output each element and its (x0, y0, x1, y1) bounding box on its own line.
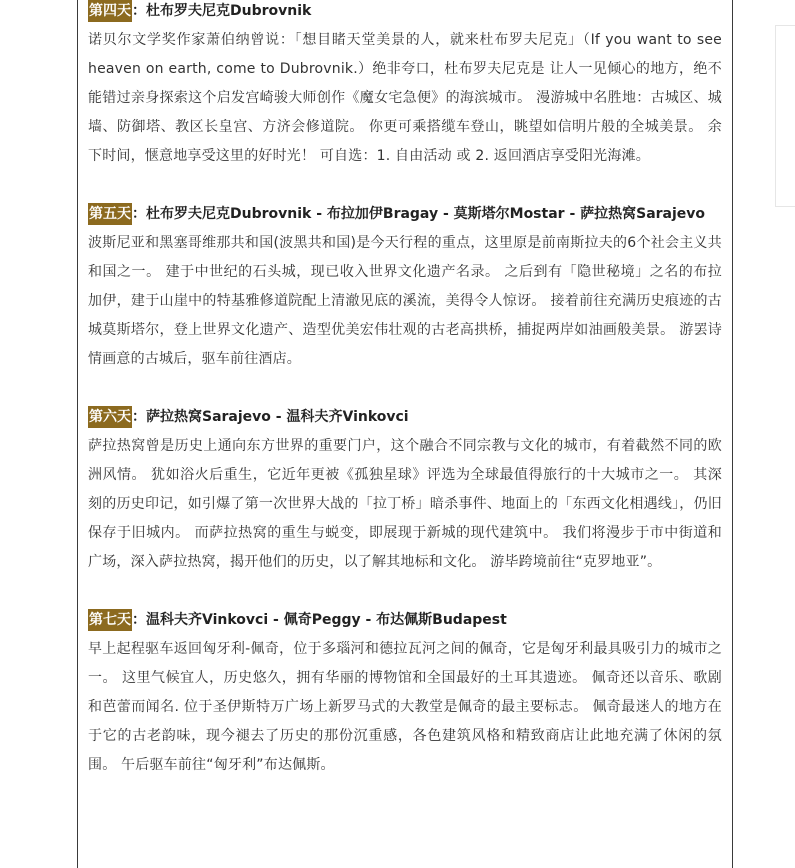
day-description: 萨拉热窝曾是历史上通向东方世界的重要门户，这个融合不同宗教与文化的城市，有着截然不同的欧洲风情。 犹如浴火后重生，它近年更被《孤独星球》评选为全球最值得旅行的十大城市之一。 其深刻的历史印记，如引爆了第一次世界大战的「拉丁桥」暗杀事件、地面上的「东西文化相遇线」，仍旧保存于旧城内。 而萨拉热窝的重生与蜕变，即展现于新城的现代建筑中。 我们将漫步于市中街道和广场，深入萨拉热窝，揭开他们的历史，以了解其地标和文化。 游毕跨境前往“克罗地亚”。 (88, 438, 722, 570)
title-colon: ： (132, 409, 146, 425)
section-spacer (88, 374, 722, 403)
itinerary-content (77, 0, 733, 868)
day-badge: 第五天 (88, 203, 132, 225)
day-section-4 (88, 0, 722, 171)
title-colon: ： (132, 612, 146, 628)
day-title (88, 200, 722, 229)
day-badge: 第七天 (88, 609, 132, 631)
day-badge: 第六天 (88, 406, 132, 428)
day-title (88, 0, 722, 26)
day-route: 杜布罗夫尼克Dubrovnik (146, 3, 312, 19)
day-description: 早上起程驱车返回匈牙利-佩奇，位于多瑙河和德拉瓦河之间的佩奇，它是匈牙利最具吸引力的城市之一。 这里气候宜人，历史悠久，拥有华丽的博物馆和全国最好的土耳其遗迹。 佩奇还以音乐、歌剧和芭蕾而闻名. 位于圣伊斯特万广场上新罗马式的大教堂是佩奇的最主要标志。 佩奇最迷人的地方在于它的古老韵味，现今褪去了历史的那份沉重感，各色建筑风格和精致商店让此地充满了休闲的氛围。 午后驱车前往“匈牙利”布达佩斯。 (88, 641, 722, 773)
day-section-7 (88, 606, 722, 780)
day-description: 波斯尼亚和黑塞哥维那共和国(波黑共和国)是今天行程的重点，这里原是前南斯拉夫的6个社会主义共和国之一。 建于中世纪的石头城，现已收入世界文化遗产名录。 之后到有「隐世秘境」之名的布拉加伊，建于山崖中的特基雅修道院配上清澈见底的溪流，美得令人惊讶。 接着前往充满历史痕迹的古城莫斯塔尔，登上世界文化遗产、造型优美宏伟壮观的古老高拱桥，捕捉两岸如油画般美景。 游罢诗情画意的古城后，驱车前往酒店。 (88, 235, 722, 367)
title-colon: ： (132, 3, 146, 19)
side-panel[interactable] (775, 25, 795, 207)
day-section-6 (88, 403, 722, 577)
day-route: 萨拉热窝Sarajevo - 温科夫齐Vinkovci (146, 409, 409, 425)
day-title (88, 403, 722, 432)
section-spacer (88, 577, 722, 606)
day-badge: 第四天 (88, 0, 132, 22)
day-section-5 (88, 200, 722, 374)
section-spacer (88, 171, 722, 200)
day-route: 温科夫齐Vinkovci - 佩奇Peggy - 布达佩斯Budapest (146, 612, 507, 628)
day-description: 诺贝尔文学奖作家萧伯纳曾说：「想目睹天堂美景的人，就来杜布罗夫尼克」（If you want to see heaven on earth, come to Dubrovnik.）绝非夸口，杜布罗夫尼克是 让人一见倾心的地方，绝不能错过亲身探索这个启发宫崎骏大师创作《魔女宅急便》的海滨城市。 漫游城中名胜地：古城区、城墙、防御塔、教区长皇宫、方济会修道院。 你更可乘搭缆车登山，眺望如信明片般的全城美景。 余下时间，惬意地享受这里的好时光！ 可自选：1. 自由活动 或 2. 返回酒店享受阳光海滩。 (88, 32, 722, 164)
day-title (88, 606, 722, 635)
title-colon: ： (132, 206, 146, 222)
day-route: 杜布罗夫尼克Dubrovnik - 布拉加伊Bragay - 莫斯塔尔Mostar - 萨拉热窝Sarajevo (146, 206, 706, 222)
